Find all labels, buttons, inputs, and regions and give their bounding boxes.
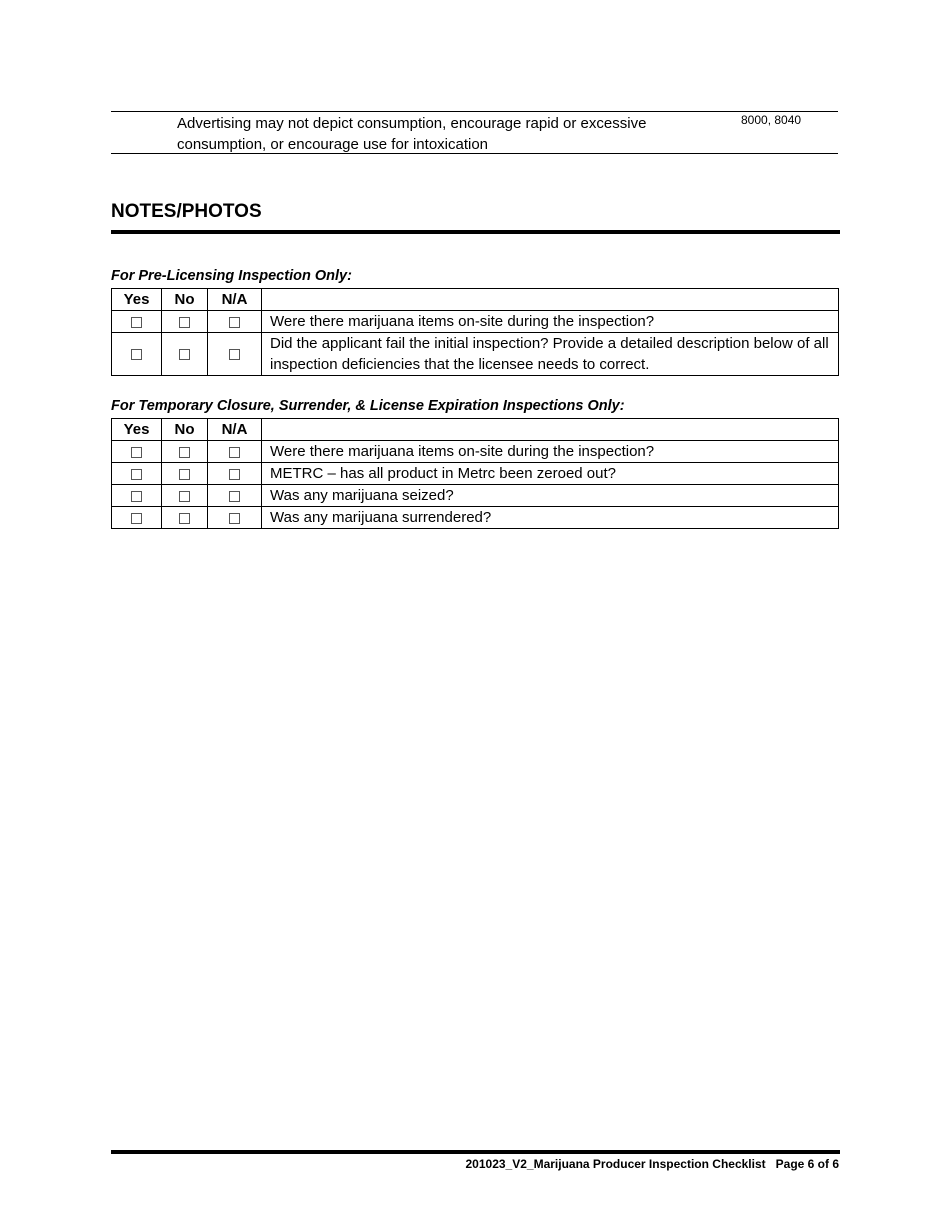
na-checkbox[interactable] [229,491,240,502]
column-header-na: N/A [208,289,262,311]
column-header-question [262,419,839,441]
section-divider [111,230,840,234]
page-footer [466,1157,840,1171]
no-checkbox[interactable] [179,317,190,328]
no-checkbox[interactable] [179,513,190,524]
na-checkbox[interactable] [229,513,240,524]
section-title: NOTES/PHOTOS [111,201,262,222]
question-text: Was any marijuana seized? [262,485,839,507]
footer-divider [111,1150,840,1154]
na-checkbox[interactable] [229,447,240,458]
document-name: 201023_V2_Marijuana Producer Inspection Checklist [465,1157,766,1171]
rule-code: 8000, 8040 [741,113,802,127]
advertising-requirement-row [111,111,838,154]
na-checkbox[interactable] [229,317,240,328]
na-checkbox[interactable] [229,469,240,480]
question-text: Were there marijuana items on-site during the inspection? [262,441,839,463]
column-header-yes: Yes [112,289,162,311]
column-header-no: No [162,289,208,311]
temporary-closure-table [111,418,839,529]
column-header-no: No [162,419,208,441]
column-header-na: N/A [208,419,262,441]
pre-licensing-heading: For Pre-Licensing Inspection Only: [111,268,352,284]
question-text: Were there marijuana items on-site during the inspection? [262,311,839,333]
pre-licensing-table [111,288,839,376]
no-checkbox[interactable] [179,491,190,502]
table-header-row [112,419,839,441]
table-row [112,441,839,463]
question-text: Did the applicant fail the initial inspection? Provide a detailed description below of all inspection deficiencies that the licensee needs to correct. [262,333,839,376]
temporary-closure-heading: For Temporary Closure, Surrender, & License Expiration Inspections Only: [111,398,625,414]
yes-checkbox[interactable] [131,447,142,458]
yes-checkbox[interactable] [131,317,142,328]
column-header-yes: Yes [112,419,162,441]
page-number: Page 6 of 6 [775,1157,839,1171]
table-row [112,463,839,485]
table-row [112,333,839,376]
question-text: Was any marijuana surrendered? [262,507,839,529]
table-row [112,507,839,529]
yes-checkbox[interactable] [131,349,142,360]
table-header-row [112,289,839,311]
no-checkbox[interactable] [179,469,190,480]
no-checkbox[interactable] [179,349,190,360]
question-text: METRC – has all product in Metrc been zeroed out? [262,463,839,485]
yes-checkbox[interactable] [131,491,142,502]
table-row [112,485,839,507]
requirement-text: Advertising may not depict consumption, encourage rapid or excessive consumption, or encourage use for intoxication [177,115,647,153]
na-checkbox[interactable] [229,349,240,360]
table-row [112,311,839,333]
yes-checkbox[interactable] [131,513,142,524]
column-header-question [262,289,839,311]
no-checkbox[interactable] [179,447,190,458]
yes-checkbox[interactable] [131,469,142,480]
